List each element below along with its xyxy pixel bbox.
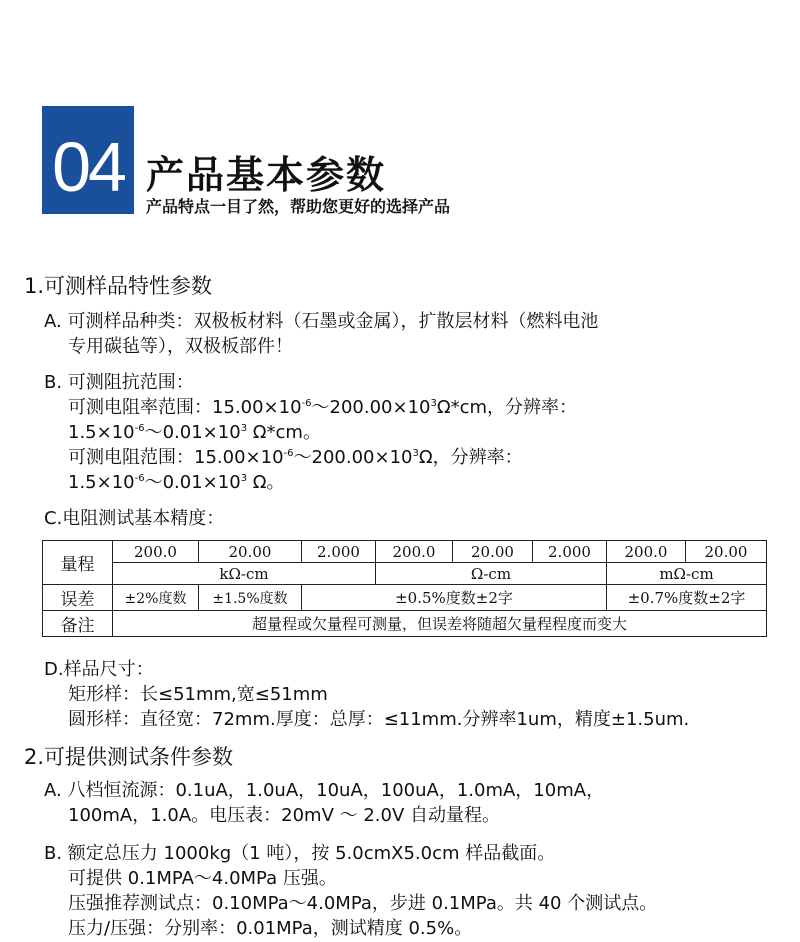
unit-cell: kΩ-cm: [113, 563, 376, 585]
section-2-heading: 2.可提供测试条件参数: [24, 745, 234, 769]
item-d-heading: D.样品尺寸：: [44, 659, 154, 680]
table-row: [43, 563, 767, 585]
range-cell: 200.0: [113, 541, 199, 563]
rect-sample-size: 矩形样：长≤51mm,宽≤51mm: [68, 684, 328, 705]
error-cell: ±0.5%度数±2字: [302, 585, 607, 611]
range-cell: 20.00: [453, 541, 533, 563]
error-cell: ±1.5%度数: [199, 585, 302, 611]
pressure-line4: 压力/压强：分别率：0.01MPa，测试精度 0.5%。: [68, 918, 473, 939]
badge-corner-decoration: [106, 106, 134, 134]
page-title: 产品基本参数: [146, 153, 387, 197]
note-cell: 超量程或欠量程可测量，但误差将随超欠量程程度而变大: [113, 611, 767, 637]
unit-cell: Ω-cm: [376, 563, 607, 585]
item-c-heading: C.电阻测试基本精度：: [44, 508, 225, 529]
accuracy-table: [42, 540, 767, 637]
resistivity-resolution-line: $1.5\times 10^{-6}\sim 0.01\times 10^3$ Ω*cm。: [68, 422, 321, 443]
range-cell: 20.00: [686, 541, 767, 563]
range-cell: 200.0: [376, 541, 453, 563]
table-row: [43, 541, 767, 563]
error-label-cell: 误差: [43, 585, 113, 611]
item-a-line2: 专用碳毡等），双极板部件！: [68, 336, 293, 357]
note-label-cell: 备注: [43, 611, 113, 637]
resistivity-range-line: 可测电阻率范围：$15.00\times 10^{-6}\sim 200.00\times 10^3\Omega*cm$，分辨率：: [68, 397, 578, 418]
pressure-line3: 压强推荐测试点：0.10MPa～4.0MPa，步进 0.1MPa。共 40 个测试点。: [68, 893, 658, 914]
section-number: 04: [52, 128, 124, 206]
page-subtitle: 产品特点一目了然，帮助您更好的选择产品: [146, 197, 451, 216]
table-row: [43, 611, 767, 637]
current-source-line1: A. 八档恒流源：0.1uA，1.0uA，10uA，100uA，1.0mA，10mA，: [44, 780, 605, 801]
section-1-heading: 1.可测样品特性参数: [24, 274, 213, 298]
range-label-cell: 量程: [43, 541, 113, 585]
resistance-range-line: 可测电阻范围：$15.00\times 10^{-6}\sim 200.00\times 10^3\Omega$，分辨率：: [68, 447, 523, 468]
current-source-line2: 100mA，1.0A。电压表：20mV ～ 2.0V 自动量程。: [68, 805, 500, 826]
error-cell: ±0.7%度数±2字: [607, 585, 767, 611]
item-a-line1: A. 可测样品种类：双极板材料（石墨或金属），扩散层材料（燃料电池: [44, 311, 599, 332]
unit-cell: mΩ-cm: [607, 563, 767, 585]
round-sample-size: 圆形样：直径宽：72mm.厚度：总厚：≤11mm.分辨率1um，精度±1.5um.: [68, 709, 690, 730]
pressure-line2: 可提供 0.1MPA～4.0MPa 压强。: [68, 868, 337, 889]
pressure-line1: B. 额定总压力 1000kg（1 吨），按 5.0cmX5.0cm 样品截面。: [44, 843, 556, 864]
range-cell: 2.000: [533, 541, 607, 563]
item-b-heading: B. 可测阻抗范围：: [44, 372, 194, 393]
resistance-resolution-line: $1.5\times 10^{-6}\sim 0.01\times 10^3$ Ω。: [68, 472, 285, 493]
range-cell: 200.0: [607, 541, 686, 563]
error-cell: ±2%度数: [113, 585, 199, 611]
range-cell: 2.000: [302, 541, 376, 563]
range-cell: 20.00: [199, 541, 302, 563]
table-row: [43, 585, 767, 611]
